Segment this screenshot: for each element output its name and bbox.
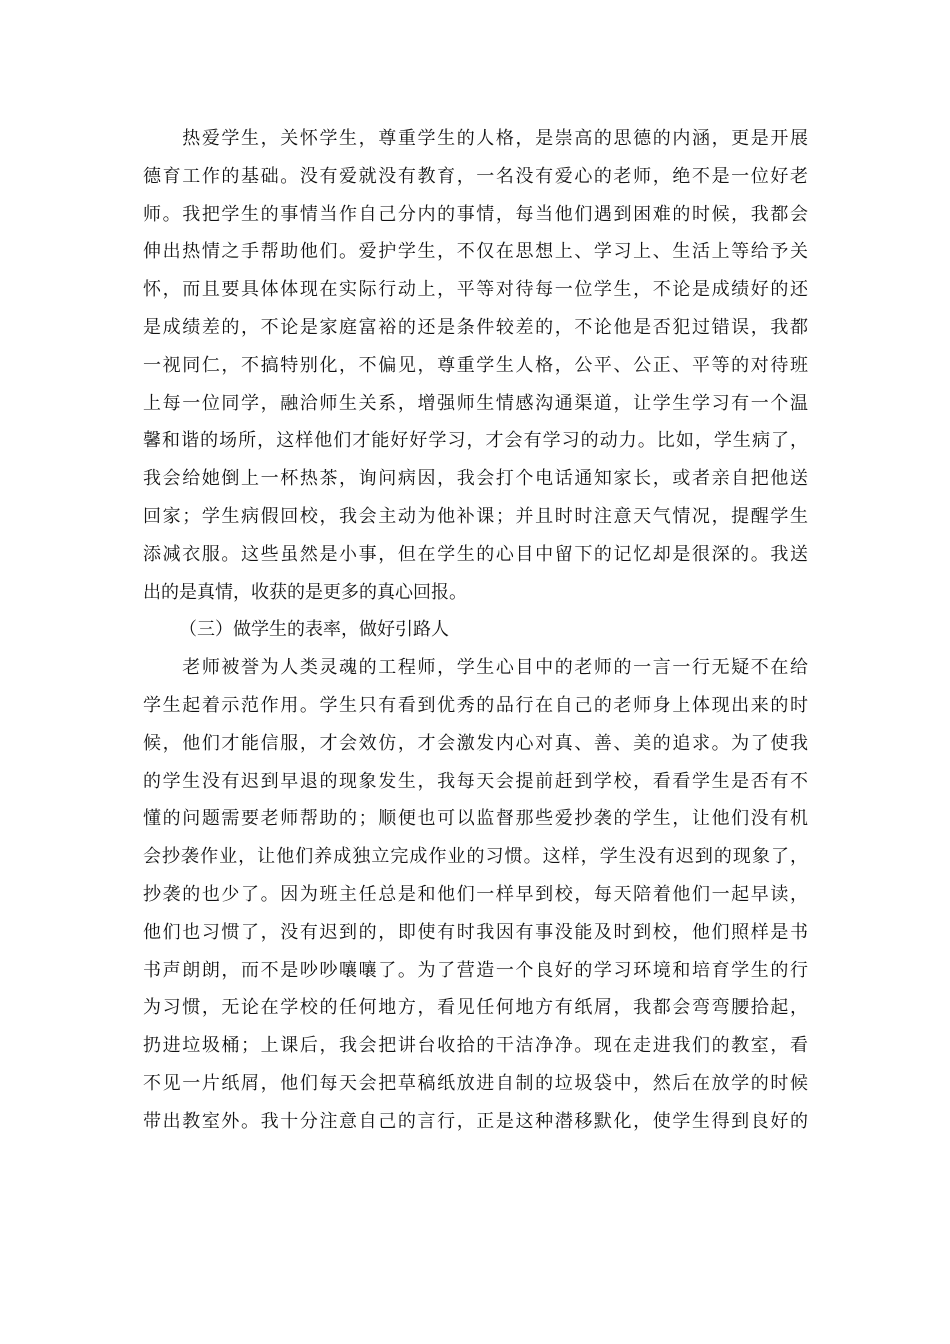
- paragraph-line: 扔进垃圾桶；上课后，我会把讲台收拾的干洁净净。现在走进我们的教室，看: [143, 1035, 808, 1057]
- paragraph-line: 伸出热情之手帮助他们。爱护学生，不仅在思想上、学习上、生活上等给予关: [143, 241, 808, 263]
- paragraph-line: 书声朗朗，而不是吵吵嚷嚷了。为了营造一个良好的学习环境和培育学生的行: [143, 959, 808, 981]
- paragraph-line: 为习惯，无论在学校的任何地方，看见任何地方有纸屑，我都会弯弯腰拾起，: [143, 997, 808, 1019]
- paragraph-line: 一视同仁，不搞特别化，不偏见，尊重学生人格，公平、公正、平等的对待班: [143, 354, 808, 376]
- section-heading: （三）做学生的表率，做好引路人: [179, 619, 449, 641]
- paragraph-line: 老师被誉为人类灵魂的工程师，学生心目中的老师的一言一行无疑不在给: [143, 657, 808, 679]
- paragraph-line: 怀，而且要具体体现在实际行动上，平等对待每一位学生，不论是成绩好的还: [143, 279, 808, 301]
- paragraph-line: 带出教室外。我十分注意自己的言行，正是这种潜移默化，使学生得到良好的: [143, 1110, 808, 1132]
- paragraph-line: 候，他们才能信服，才会效仿，才会激发内心对真、善、美的追求。为了使我: [143, 732, 808, 754]
- paragraph-line: 热爱学生，关怀学生，尊重学生的人格，是崇高的思德的内涵，更是开展: [143, 128, 808, 149]
- paragraph-line: 回家；学生病假回校，我会主动为他补课；并且时时注意天气情况，提醒学生: [143, 505, 808, 527]
- paragraph-line: 抄袭的也少了。因为班主任总是和他们一样早到校，每天陪着他们一起早读，: [143, 883, 808, 905]
- paragraph-line: 出的是真情，收获的是更多的真心回报。: [143, 581, 467, 603]
- paragraph-line: 馨和谐的场所，这样他们才能好好学习，才会有学习的动力。比如，学生病了，: [143, 430, 808, 452]
- paragraph-line: 德育工作的基础。没有爱就没有教育，一名没有爱心的老师，绝不是一位好老: [143, 165, 808, 187]
- paragraph-line: 上每一位同学，融洽师生关系，增强师生情感沟通渠道，让学生学习有一个温: [143, 392, 808, 414]
- paragraph-line: 学生起着示范作用。学生只有看到优秀的品行在自己的老师身上体现出来的时: [143, 694, 808, 716]
- paragraph-line: 懂的问题需要老师帮助的；顺便也可以监督那些爱抄袭的学生，让他们没有机: [143, 808, 808, 830]
- paragraph-line: 会抄袭作业，让他们养成独立完成作业的习惯。这样，学生没有迟到的现象了，: [143, 846, 808, 868]
- paragraph-line: 不见一片纸屑，他们每天会把草稿纸放进自制的垃圾袋中，然后在放学的时候: [143, 1072, 808, 1094]
- paragraph-line: 添减衣服。这些虽然是小事，但在学生的心目中留下的记忆却是很深的。我送: [143, 543, 808, 565]
- paragraph-line: 他们也习惯了，没有迟到的，即使有时我因有事没能及时到校，他们照样是书: [143, 921, 808, 943]
- paragraph-line: 的学生没有迟到早退的现象发生，我每天会提前赶到学校，看看学生是否有不: [143, 770, 808, 792]
- paragraph-line: 是成绩差的，不论是家庭富裕的还是条件较差的，不论他是否犯过错误，我都: [143, 316, 808, 338]
- paragraph-line: 师。我把学生的事情当作自己分内的事情，每当他们遇到困难的时候，我都会: [143, 203, 808, 225]
- paragraph-line: 我会给她倒上一杯热茶，询问病因，我会打个电话通知家长，或者亲自把他送: [143, 468, 808, 490]
- body-text: [143, 120, 808, 1141]
